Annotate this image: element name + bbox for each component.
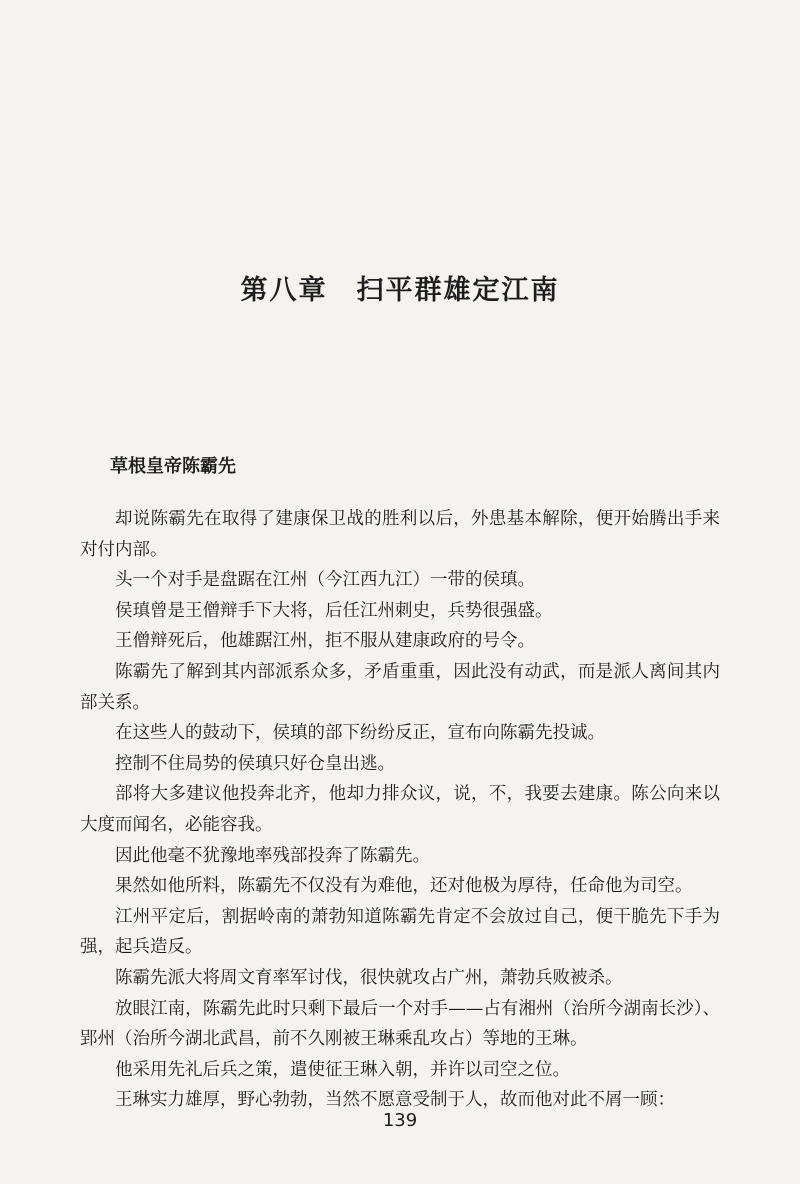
paragraph: 江州平定后，割据岭南的萧勃知道陈霸先肯定不会放过自己，便干脆先下手为强，起兵造反。 [80, 906, 720, 958]
chapter-title: 第八章 扫平群雄定江南 [240, 275, 560, 306]
paragraph: 王琳实力雄厚，野心勃勃，当然不愿意受制于人，故而他对此不屑一顾： [115, 1090, 675, 1111]
section-title: 草根皇帝陈霸先 [110, 456, 236, 477]
paragraph: 却说陈霸先在取得了建康保卫战的胜利以后，外患基本解除，便开始腾出手来对付内部。 [80, 509, 720, 560]
paragraph: 侯瑱曾是王僧辩手下大将，后任江州刺史，兵势很强盛。 [115, 600, 553, 621]
paragraph: 陈霸先派大将周文育率军讨伐，很快就攻占广州，萧勃兵败被杀。 [115, 967, 623, 988]
body-text [80, 504, 720, 1116]
paragraph: 王僧辩死后，他雄踞江州，拒不服从建康政府的号令。 [115, 631, 535, 652]
paragraph: 放眼江南，陈霸先此时只剩下最后一个对手——占有湘州（治所今湖南长沙）、郢州（治所今湖北武昌，前不久刚被王琳乘乱攻占）等地的王琳。 [80, 998, 720, 1050]
paragraph: 控制不住局势的侯瑱只好仓皇出逃。 [115, 753, 395, 774]
paragraph: 因此他毫不犹豫地率残部投奔了陈霸先。 [115, 845, 430, 866]
paragraph: 他采用先礼后兵之策，遣使征王琳入朝，并许以司空之位。 [115, 1059, 570, 1080]
paragraph: 头一个对手是盘踞在江州（今江西九江）一带的侯瑱。 [115, 570, 535, 591]
paragraph: 在这些人的鼓动下，侯瑱的部下纷纷反正，宣布向陈霸先投诚。 [115, 723, 605, 744]
paragraph: 陈霸先了解到其内部派系众多，矛盾重重，因此没有动武，而是派人离间其内部关系。 [80, 661, 720, 713]
paragraph: 部将大多建议他投奔北齐，他却力排众议，说，不，我要去建康。陈公向来以大度而闻名，必能容我。 [80, 784, 720, 835]
paragraph: 果然如他所料，陈霸先不仅没有为难他，还对他极为厚待，任命他为司空。 [115, 876, 693, 897]
page-number: 139 [382, 1110, 418, 1131]
